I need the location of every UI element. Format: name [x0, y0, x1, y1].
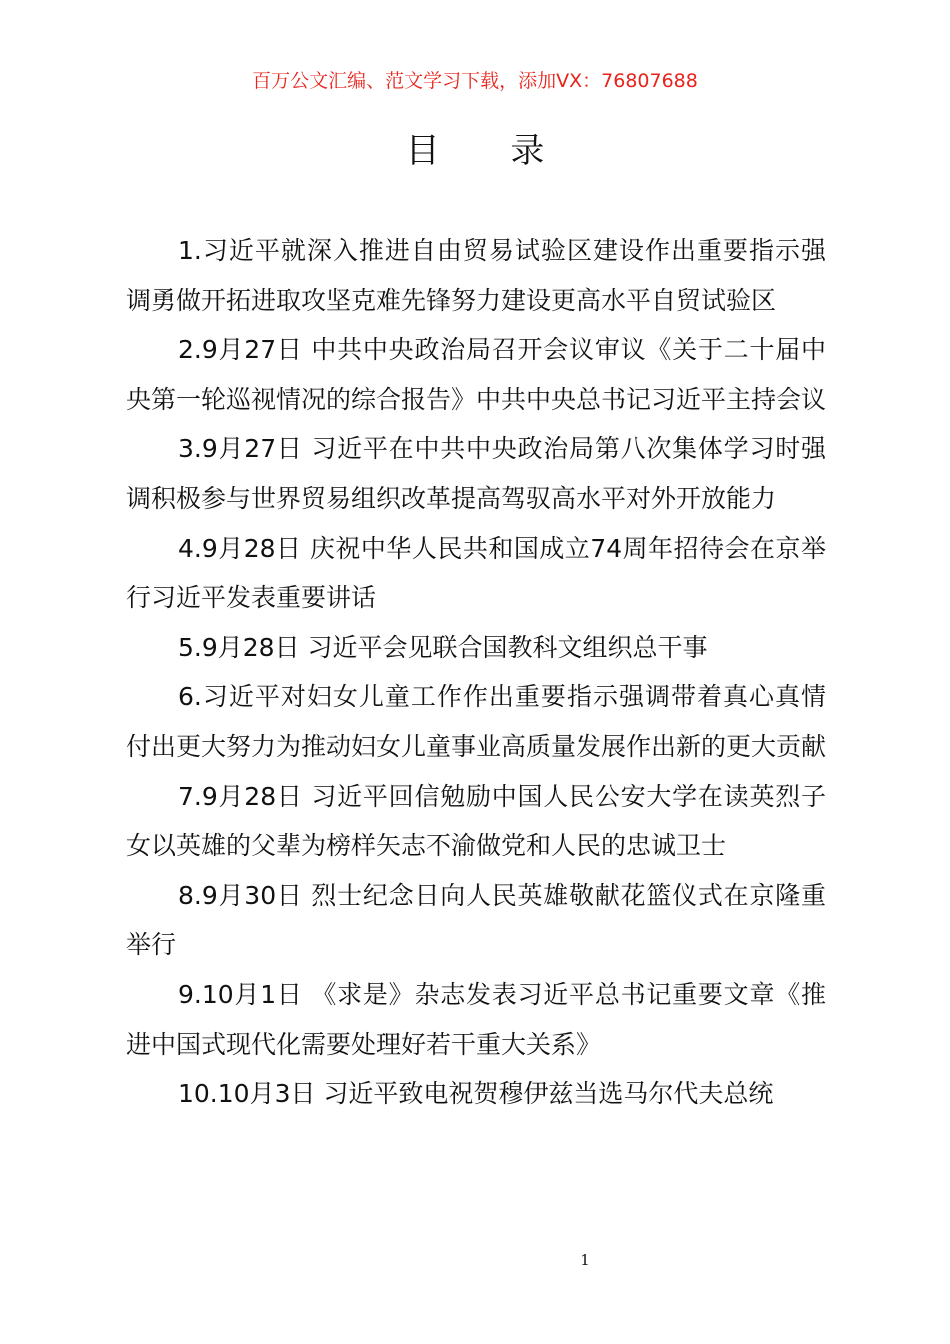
toc-item-1: 1.习近平就深入推进自由贸易试验区建设作出重要指示强调勇做开拓进取攻坚克难先锋努力建设更高水平自贸试验区: [126, 236, 826, 315]
header-watermark-note: 百万公文汇编、范文学习下载，添加VX：76807688: [252, 70, 698, 92]
toc-item-8: 8.9月30日 烈士纪念日向人民英雄敬献花篮仪式在京隆重举行: [126, 880, 826, 960]
toc-item-3: 3.9月27日 习近平在中共中央政治局第八次集体学习时强调积极参与世界贸易组织改革提高驾驭高水平对外开放能力: [126, 434, 826, 513]
toc-item-4: 4.9月28日 庆祝中华人民共和国成立74周年招待会在京举行习近平发表重要讲话: [126, 533, 826, 613]
page-title: 目 录: [405, 131, 575, 171]
toc-item-10: 10.10月3日 习近平致电祝贺穆伊兹当选马尔代夫总统: [178, 1079, 774, 1109]
toc-item-2: 2.9月27日 中共中央政治局召开会议审议《关于二十届中央第一轮巡视情况的综合报告》中共中央总书记习近平主持会议: [126, 335, 827, 414]
toc-item-5: 5.9月28日 习近平会见联合国教科文组织总干事: [178, 632, 708, 662]
toc-item-6: 6.习近平对妇女儿童工作作出重要指示强调带着真心真情付出更大努力为推动妇女儿童事业高质量发展作出新的更大贡献: [126, 682, 827, 761]
toc-item-9: 9.10月1日 《求是》杂志发表习近平总书记重要文章《推进中国式现代化需要处理好若干重大关系》: [126, 979, 826, 1059]
toc-item-7: 7.9月28日 习近平回信勉励中国人民公安大学在读英烈子女以英雄的父辈为榜样矢志不渝做党和人民的忠诚卫士: [126, 781, 826, 861]
table-of-contents: [126, 226, 826, 1119]
page-number: 1: [580, 1251, 590, 1269]
